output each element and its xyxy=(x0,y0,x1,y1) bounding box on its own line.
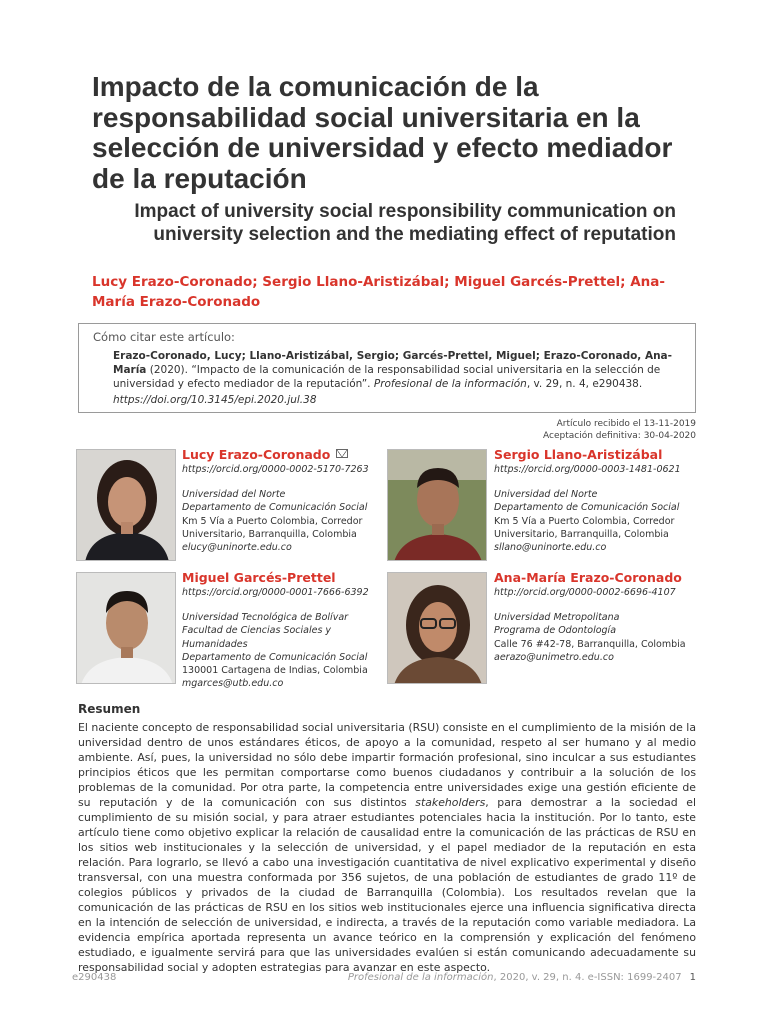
abstract-stakeholders: stakeholders xyxy=(415,796,486,809)
citation-journal: Profesional de la información xyxy=(373,377,527,390)
footer-journal: Profesional de la información xyxy=(347,972,494,983)
affiliation-line: Departamento de Comunicación Social xyxy=(182,651,368,663)
affiliation xyxy=(182,611,392,690)
affiliation-line: Humanidades xyxy=(182,638,248,650)
address-line: Calle 76 #42-78, Barranquilla, Colombia xyxy=(494,638,686,650)
citation-year: (2020). xyxy=(146,363,188,376)
author-name: Ana-María Erazo-Coronado xyxy=(494,570,682,585)
footer-journal-info xyxy=(348,972,696,983)
citation-heading: Cómo citar este artículo: xyxy=(93,330,235,344)
orcid-link[interactable]: http://orcid.org/0000-0002-6696-4107 xyxy=(494,587,676,598)
author-card-lucy xyxy=(182,447,392,554)
address-line: Universitario, Barranquilla, Colombia xyxy=(182,528,357,540)
article-title-english: Impact of university social responsibility communication on university selection and the mediating effect of reputation xyxy=(134,201,676,245)
affiliation xyxy=(182,488,392,554)
address-line: 130001 Cartagena de Indias, Colombia xyxy=(182,665,368,677)
abstract-heading: Resumen xyxy=(78,702,141,716)
author-photo-lucy xyxy=(76,449,176,561)
footer-article-code: e290438 xyxy=(72,972,117,983)
citation-box xyxy=(78,323,696,413)
email-link[interactable]: sllano@uninorte.edu.co xyxy=(494,542,607,554)
article-title-spanish: Impacto de la comunicación de la responsabilidad social universitaria en la selección de universidad y efecto mediador de la reputación xyxy=(92,71,673,194)
footer-details: , 2020, v. 29, n. 4. e-ISSN: 1699-2407 xyxy=(493,972,682,983)
citation-authors: Erazo-Coronado, Lucy; Llano-Aristizábal, Sergio; Garcés-Prettel, Miguel; Erazo-Coronado, Ana-María xyxy=(113,350,672,376)
abstract-text xyxy=(78,720,696,975)
address-line: Km 5 Vía a Puerto Colombia, Corredor xyxy=(182,515,363,527)
mail-icon[interactable] xyxy=(336,449,348,458)
affiliation xyxy=(494,611,704,664)
author-name: Lucy Erazo-Coronado xyxy=(182,447,331,462)
email-link[interactable]: mgarces@utb.edu.co xyxy=(182,678,284,690)
author-card-ana-maria xyxy=(494,570,704,664)
orcid-link[interactable]: https://orcid.org/0000-0001-7666-6392 xyxy=(182,587,369,598)
author-name: Sergio Llano-Aristizábal xyxy=(494,447,663,462)
affiliation-line: Departamento de Comunicación Social xyxy=(182,502,368,514)
affiliation-line: Facultad de Ciencias Sociales y xyxy=(182,625,332,637)
author-photo-sergio xyxy=(387,449,487,561)
affiliation-line: Universidad del Norte xyxy=(182,489,286,501)
accepted-date: Aceptación definitiva: 30-04-2020 xyxy=(543,431,696,441)
email-link[interactable]: elucy@uninorte.edu.co xyxy=(182,542,292,554)
affiliation-line: Universidad Metropolitana xyxy=(494,612,620,624)
author-name: Miguel Garcés-Prettel xyxy=(182,570,336,585)
email-link[interactable]: aerazo@unimetro.edu.co xyxy=(494,651,614,663)
orcid-link[interactable]: https://orcid.org/0000-0002-5170-7263 xyxy=(182,464,369,475)
article-dates xyxy=(543,418,696,442)
author-card-miguel xyxy=(182,570,392,690)
citation-text xyxy=(113,350,683,408)
citation-doi-link[interactable]: https://doi.org/10.3145/epi.2020.jul.38 xyxy=(113,394,317,407)
orcid-link[interactable]: https://orcid.org/0000-0003-1481-0621 xyxy=(494,464,681,475)
author-card-sergio xyxy=(494,447,704,554)
author-photo-miguel xyxy=(76,572,176,684)
affiliation-line: Programa de Odontología xyxy=(494,625,617,637)
address-line: Universitario, Barranquilla, Colombia xyxy=(494,528,669,540)
affiliation-line: Universidad Tecnológica de Bolívar xyxy=(182,612,349,624)
citation-title: “Impacto de la comunicación de la responsabilidad social universitaria en la selección de universidad y efecto mediador de la reputación”. xyxy=(113,363,661,390)
abstract-part: El naciente concepto de responsabilidad social universitaria (RSU) consiste en el cumplimiento de la misión de la universidad dentro de unos estándares éticos, de apoyo a la comunidad, respeto al ser humano y al medio ambiente. Así, pues, la universidad no sólo debe impartir formación profesional, sino inculcar a sus estudiantes principios éticos que les permitan comportarse como buenos ciudadanos y contribuir a la solución de los problemas de la comunidad. Por otra parte, la competencia entre universidades exige una gestión eficiente de su reputación y de la comunicación con sus distintos xyxy=(78,721,696,809)
abstract-part: , para demostrar a la sociedad el cumplimiento de su misión social, y para atraer estudiantes potenciales hacia la institución. Por lo tanto, este artículo tiene como objetivo explicar la relación de causalidad entre la comunicación de las prácticas de RSU en los sitios web institucionales y la selección de universidad, y el papel mediador de la reputación en esta relación. Para lograrlo, se llevó a cabo una investigación cuantitativa de nivel explicativo experimental y diseño transversal, con una muestra conformada por 356 sujetos, de una población de estudiantes de grado 11º de colegios públicos y privados de la ciudad de Barranquilla (Colombia). Los resultados revelan que la comunicación de las prácticas de RSU en los sitios web institucionales ejerce una influencia significativa directa en la intención de selección de universidad, e indirecta, a través de la reputación como variable mediadora. La evidencia empírica aportada representa un avance teórico en la comprensión y explicación del fenómeno estudiado, e igualmente servirá para que las universidades evalúen si están comunicando adecuadamente su responsabilidad social y adopten estrategias para avanzar en este aspecto. xyxy=(78,796,696,974)
citation-volume: , v. 29, n. 4, e290438. xyxy=(526,377,643,390)
affiliation xyxy=(494,488,704,554)
address-line: Km 5 Vía a Puerto Colombia, Corredor xyxy=(494,515,675,527)
authors-line: Lucy Erazo-Coronado; Sergio Llano-Aristizábal; Miguel Garcés-Prettel; Ana-María Erazo-Coronado xyxy=(92,274,665,310)
affiliation-line: Universidad del Norte xyxy=(494,489,598,501)
received-date: Artículo recibido el 13-11-2019 xyxy=(556,419,696,429)
affiliation-line: Departamento de Comunicación Social xyxy=(494,502,680,514)
page-number: 1 xyxy=(689,972,696,983)
author-photo-ana-maria xyxy=(387,572,487,684)
